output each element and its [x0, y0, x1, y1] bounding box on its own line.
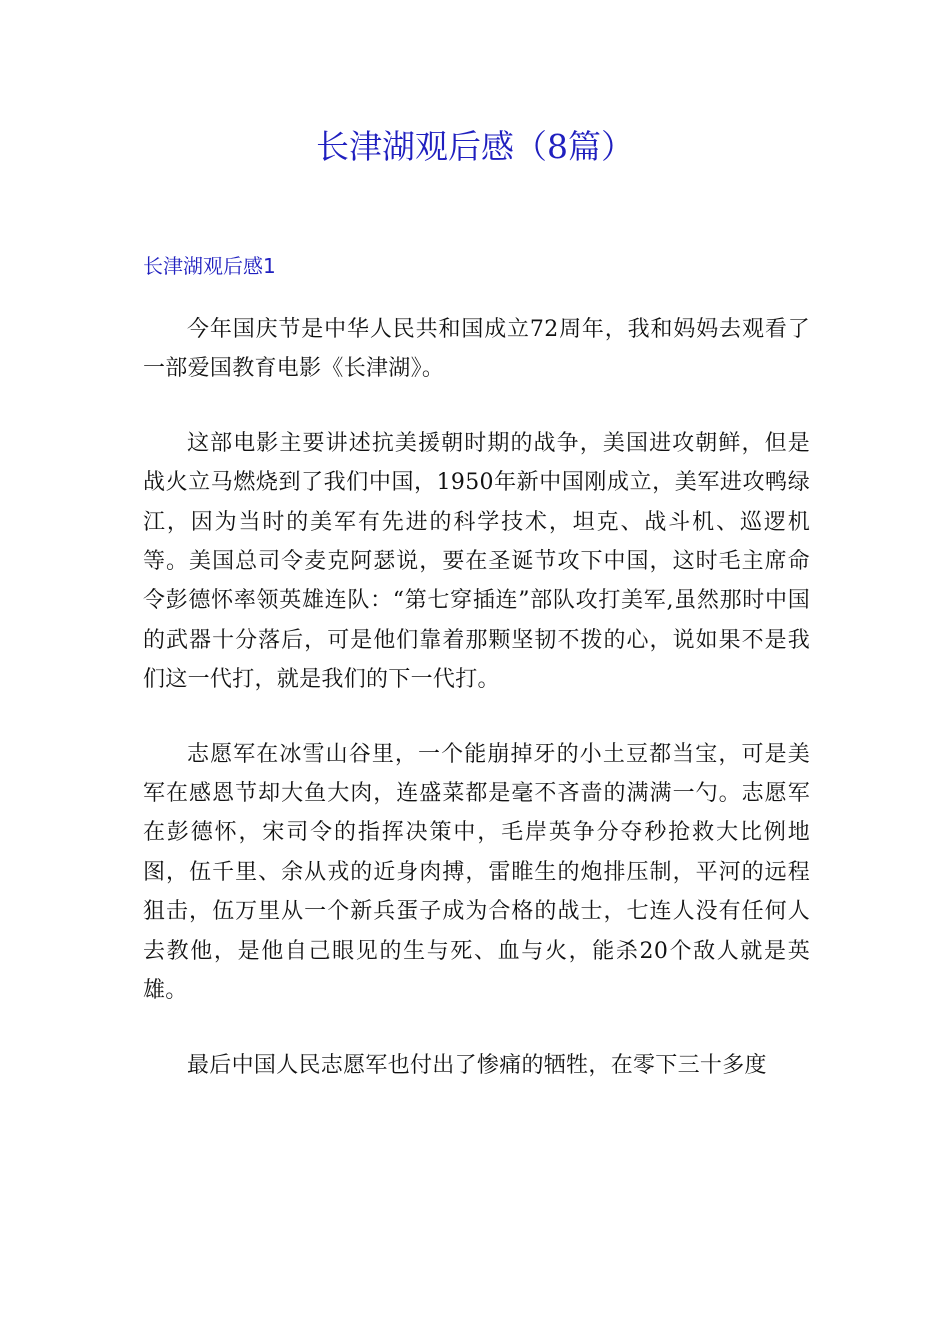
paragraph-4: 最后中国人民志愿军也付出了惨痛的牺牲，在零下三十多度 — [187, 1052, 767, 1078]
section-heading: 长津湖观后感1 — [143, 254, 276, 278]
paragraph-1: 今年国庆节是中华人民共和国成立72周年，我和妈妈去观看了一部爱国教育电影《长津湖》。 — [143, 317, 810, 382]
paragraph-3: 志愿军在冰雪山谷里，一个能崩掉牙的小土豆都当宝，可是美军在感恩节却大鱼大肉，连盛菜都是毫不吝啬的满满一勺。志愿军在彭德怀，宋司令的指挥决策中，毛岸英争分夺秒抢救大比例地图，伍千里、余从戎的近身肉搏，雷睢生的炮排压制，平河的远程狙击，伍万里从一个新兵蛋子成为合格的战士，七连人没有任何人去教他，是他自己眼见的生与死、血与火，能杀20个敌人就是英雄。 — [143, 741, 810, 1004]
document-body — [143, 310, 810, 1120]
document-title: 长津湖观后感（8篇） — [316, 127, 634, 166]
paragraph-2: 这部电影主要讲述抗美援朝时期的战争，美国进攻朝鲜，但是战火立马燃烧到了我们中国，1950年新中国刚成立，美军进攻鸭绿江，因为当时的美军有先进的科学技术，坦克、战斗机、巡逻机等。美国总司令麦克阿瑟说，要在圣诞节攻下中国，这时毛主席命令彭德怀率领英雄连队：“第七穿插连”部队攻打美军,虽然那时中国的武器十分落后，可是他们靠着那颗坚韧不拨的心，说如果不是我们这一代打，就是我们的下一代打。 — [143, 430, 810, 693]
